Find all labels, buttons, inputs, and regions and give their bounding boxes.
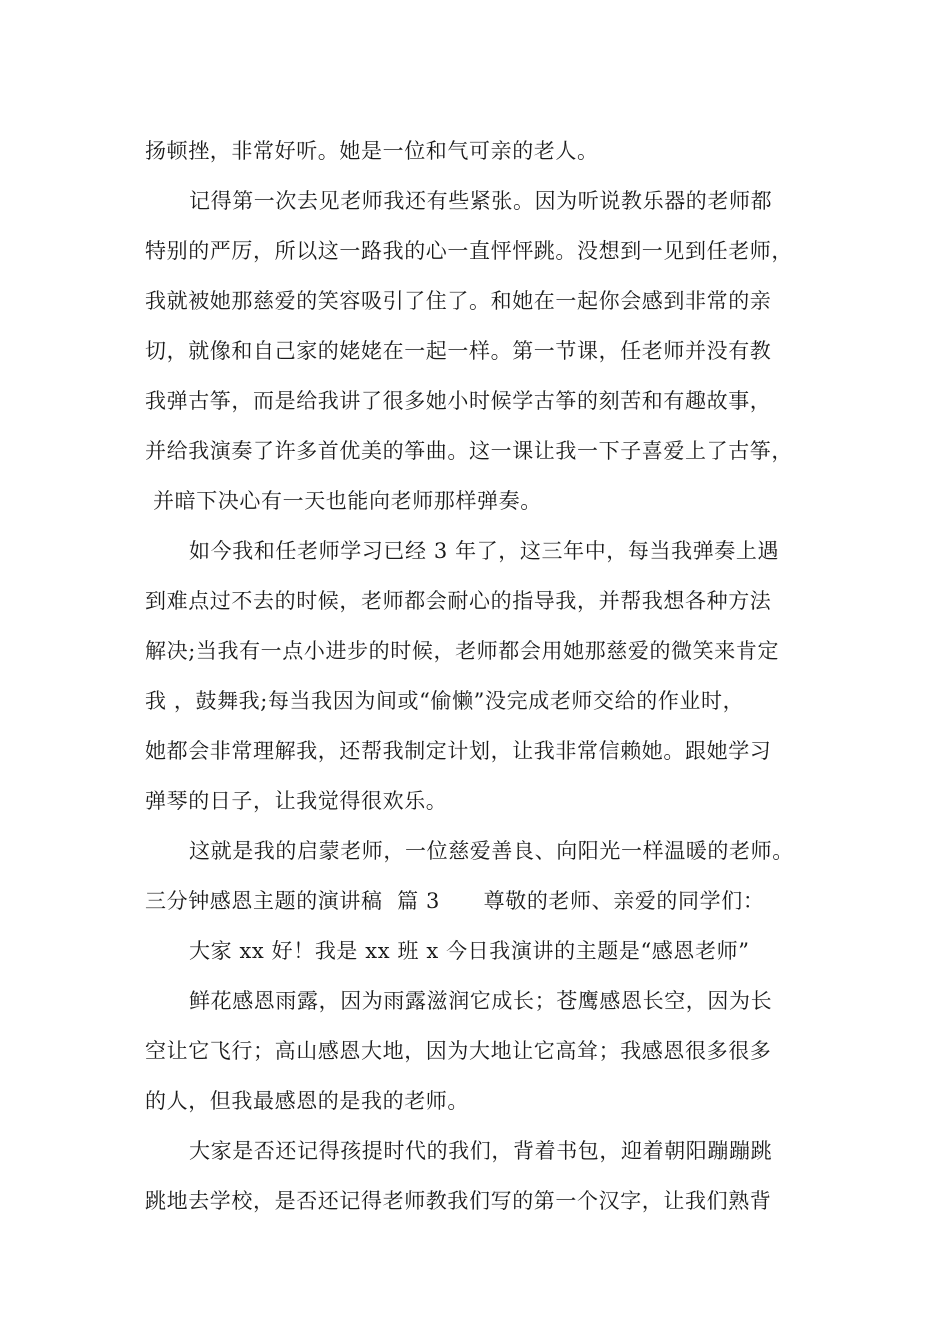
- text-line: 并暗下决心有一天也能向老师那样弹奏。: [153, 489, 542, 513]
- text-line: 特别的严厉，所以这一路我的心一直怦怦跳。没想到一见到任老师，: [145, 239, 793, 263]
- text-line: 记得第一次去见老师我还有些紧张。因为听说教乐器的老师都: [189, 189, 773, 213]
- text-line: 的人，但我最感恩的是我的老师。: [145, 1089, 469, 1113]
- section-heading-line: 三分钟感恩主题的演讲稿 篇 3 尊敬的老师、亲爱的同学们：: [145, 889, 765, 913]
- text-line: 扬顿挫，非常好听。她是一位和气可亲的老人。: [145, 139, 599, 163]
- text-line: 并给我演奏了许多首优美的筝曲。这一课让我一下子喜爱上了古筝，: [145, 439, 793, 463]
- text-line: 大家 xx 好！我是 xx 班 x 今日我演讲的主题是“感恩老师”: [189, 939, 750, 963]
- text-line: 跳地去学校，是否还记得老师教我们写的第一个汉字，让我们熟背: [145, 1189, 772, 1213]
- text-line: 弹琴的日子，让我觉得很欢乐。: [145, 789, 448, 813]
- text-line: 大家是否还记得孩提时代的我们，背着书包，迎着朝阳蹦蹦跳: [189, 1139, 773, 1163]
- text-line: 我 ，鼓舞我;每当我因为间或“偷懒”没完成老师交给的作业时，: [145, 689, 745, 713]
- text-line: 到难点过不去的时候，老师都会耐心的指导我，并帮我想各种方法: [145, 589, 772, 613]
- text-line: 鲜花感恩雨露，因为雨露滋润它成长；苍鹰感恩长空，因为长: [189, 989, 773, 1013]
- text-line: 切，就像和自己家的姥姥在一起一样。第一节课，任老师并没有教: [145, 339, 772, 363]
- text-line: 她都会非常理解我，还帮我制定计划，让我非常信赖她。跟她学习: [145, 739, 772, 763]
- text-line: 我弹古筝，而是给我讲了很多她小时候学古筝的刻苦和有趣故事，: [145, 389, 772, 413]
- text-line: 我就被她那慈爱的笑容吸引了住了。和她在一起你会感到非常的亲: [145, 289, 772, 313]
- text-line: 空让它飞行；高山感恩大地，因为大地让它高耸；我感恩很多很多: [145, 1039, 772, 1063]
- text-line: 如今我和任老师学习已经 3 年了，这三年中，每当我弹奏上遇: [189, 539, 780, 563]
- text-line: 解决;当我有一点小进步的时候，老师都会用她那慈爱的微笑来肯定: [145, 639, 780, 663]
- text-line: 这就是我的启蒙老师，一位慈爱善良、向阳光一样温暖的老师。: [189, 839, 794, 863]
